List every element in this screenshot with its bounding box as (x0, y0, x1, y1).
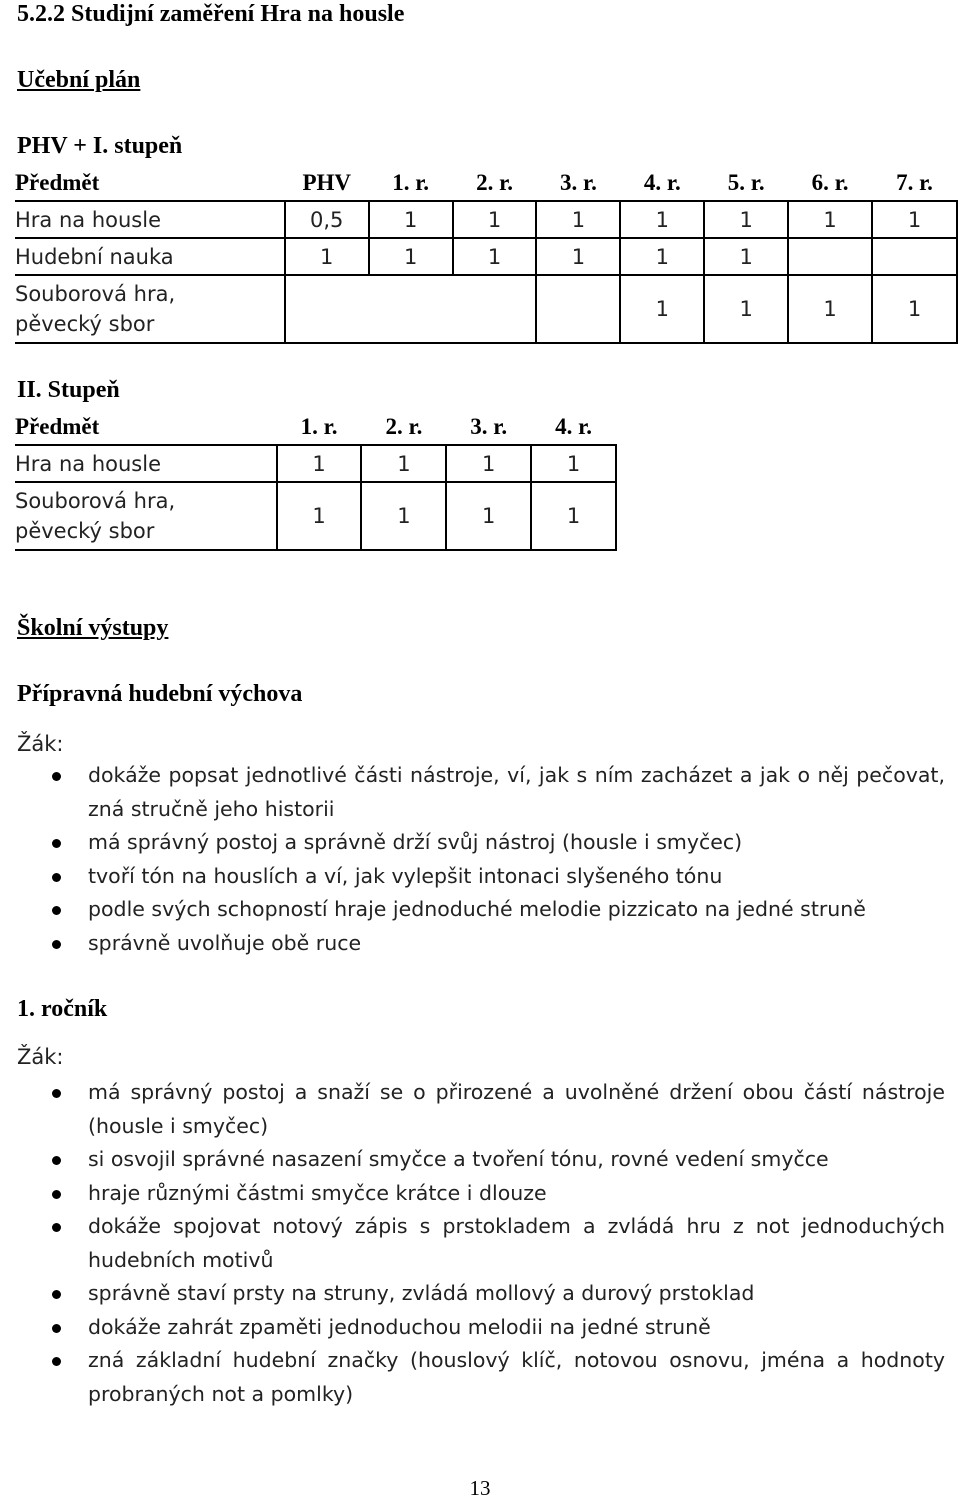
list-item-text: podle svých schopností hraje jednoduché melodie pizzicato na jedné struně (88, 897, 866, 921)
value-cell: 1 (531, 445, 616, 482)
value-cell: 1 (872, 201, 957, 238)
bullet-icon (52, 839, 61, 848)
value-cell: 1 (536, 238, 620, 275)
table-row (15, 445, 616, 482)
list-item (0, 1311, 945, 1345)
list-item-text: hraje různými částmi smyčce krátce i dlouze (88, 1180, 547, 1205)
outputs-title: Školní výstupy (17, 615, 169, 641)
bullet-icon (52, 1223, 61, 1232)
table-header-row (15, 409, 616, 445)
value-cell: 1 (536, 201, 620, 238)
table-row (15, 482, 616, 550)
section-title: 5.2.2 Studijní zaměření Hra na housle (17, 1, 405, 27)
subject-line: Souborová hra, (15, 282, 176, 306)
value-cell: 1 (620, 238, 704, 275)
value-cell: 1 (277, 482, 362, 550)
header-cell: Předmět (15, 169, 100, 195)
list-item-text: má správný postoj a správně drží svůj nástroj (housle i smyčec) (88, 830, 743, 854)
list-item-text: správně staví prsty na struny, zvládá mollový a durový prstoklad (88, 1281, 755, 1305)
table-header-row (15, 165, 957, 201)
list-item (0, 1076, 945, 1143)
subject-cell: Hra na housle (15, 445, 277, 482)
list-item (0, 927, 945, 961)
table-row (15, 275, 957, 343)
value-cell: 1 (453, 201, 537, 238)
value-cell: 1 (361, 445, 446, 482)
stage2-title: II. Stupeň (17, 377, 120, 403)
list-item (0, 893, 945, 927)
value-cell: 1 (531, 482, 616, 550)
bullet-icon (52, 873, 61, 882)
value-cell (872, 238, 957, 275)
table-row (15, 201, 957, 238)
value-cell: 1 (620, 201, 704, 238)
bullet-icon (52, 940, 61, 949)
plan-title: Učební plán (17, 67, 141, 93)
header-cell: 1. r. (392, 169, 430, 195)
bullet-icon (52, 1324, 61, 1333)
list-item (0, 1344, 945, 1411)
list-item (0, 1210, 945, 1277)
list-item (0, 1177, 945, 1211)
value-cell: 1 (285, 238, 369, 275)
bullet-icon (52, 1190, 61, 1199)
header-cell: 4. r. (555, 413, 592, 439)
stage2-table (15, 409, 617, 551)
empty-cell (285, 275, 537, 343)
value-cell: 1 (704, 275, 788, 343)
value-cell: 1 (361, 482, 446, 550)
subject-line: pěvecký sbor (15, 519, 155, 543)
subject-line: Souborová hra, (15, 489, 176, 513)
value-cell: 1 (277, 445, 362, 482)
list-item (0, 860, 945, 894)
header-cell: 4. r. (643, 169, 681, 195)
header-cell: 6. r. (811, 169, 849, 195)
stage1-title: PHV + I. stupeň (17, 133, 183, 159)
value-cell (788, 238, 872, 275)
header-cell: 2. r. (476, 169, 513, 195)
value-cell: 1 (704, 238, 788, 275)
value-cell: 1 (704, 201, 788, 238)
list-item-text: dokáže spojovat notový zápis s prstokladem a zvládá hru z not jednoduchých hudebních motivů (88, 1214, 945, 1272)
header-cell: 1. r. (300, 413, 338, 439)
list-item-text: dokáže zahrát zpaměti jednoduchou melodii na jedné struně (88, 1314, 711, 1339)
header-cell: Předmět (15, 413, 100, 439)
value-cell: 1 (369, 238, 453, 275)
subject-line: pěvecký sbor (15, 312, 155, 336)
value-cell: 1 (788, 201, 872, 238)
bullet-icon (52, 906, 61, 915)
grade1-title: 1. ročník (17, 996, 108, 1022)
header-cell: 3. r. (470, 413, 508, 439)
value-cell: 0,5 (285, 201, 369, 238)
list-item-text: si osvojil správné nasazení smyčce a tvoření tónu, rovné vedení smyčce (88, 1147, 829, 1171)
bullet-icon (52, 1290, 61, 1299)
student-label: Žák: (17, 732, 64, 756)
list-item (0, 759, 945, 826)
list-item (0, 1143, 945, 1177)
value-cell: 1 (369, 201, 453, 238)
list-item-text: správně uvolňuje obě ruce (88, 930, 362, 955)
list-item-text: má správný postoj a snaží se o přirozené a uvolněné držení obou částí nástroje (housle i smyčec) (88, 1080, 945, 1138)
subject-cell (15, 275, 285, 343)
empty-cell (536, 275, 620, 343)
student-label: Žák: (17, 1045, 64, 1069)
header-cell: 2. r. (385, 413, 423, 439)
subject-cell: Hra na housle (15, 201, 285, 238)
bullet-icon (52, 772, 61, 781)
subject-cell (15, 482, 277, 550)
stage1-table (15, 165, 958, 344)
value-cell: 1 (446, 445, 531, 482)
list-item-text: zná základní hudební značky (houslový klíč, notovou osnovu, jména a hodnoty probraných not a pomlky) (88, 1348, 945, 1406)
grade1-outcomes-list (0, 1076, 945, 1411)
value-cell: 1 (788, 275, 872, 343)
value-cell: 1 (872, 275, 957, 343)
value-cell: 1 (620, 275, 704, 343)
list-item-text: tvoří tón na houslích a ví, jak vylepšit intonaci slyšeného tónu (88, 863, 723, 888)
header-cell: 7. r. (896, 169, 933, 195)
page-number: 13 (469, 1476, 491, 1500)
value-cell: 1 (446, 482, 531, 550)
header-cell: PHV (302, 169, 351, 195)
bullet-icon (52, 1156, 61, 1165)
prep-title: Přípravná hudební výchova (17, 681, 303, 707)
bullet-icon (52, 1089, 61, 1098)
prep-outcomes-list (0, 759, 945, 960)
header-cell: 5. r. (727, 169, 765, 195)
list-item (0, 826, 945, 860)
bullet-icon (52, 1357, 61, 1366)
subject-cell: Hudební nauka (15, 238, 285, 275)
value-cell: 1 (453, 238, 537, 275)
table-row (15, 238, 957, 275)
list-item-text: dokáže popsat jednotlivé části nástroje, ví, jak s ním zacházet a jak o něj pečovat, zná stručně jeho historii (88, 763, 945, 821)
header-cell: 3. r. (559, 169, 597, 195)
list-item (0, 1277, 945, 1311)
